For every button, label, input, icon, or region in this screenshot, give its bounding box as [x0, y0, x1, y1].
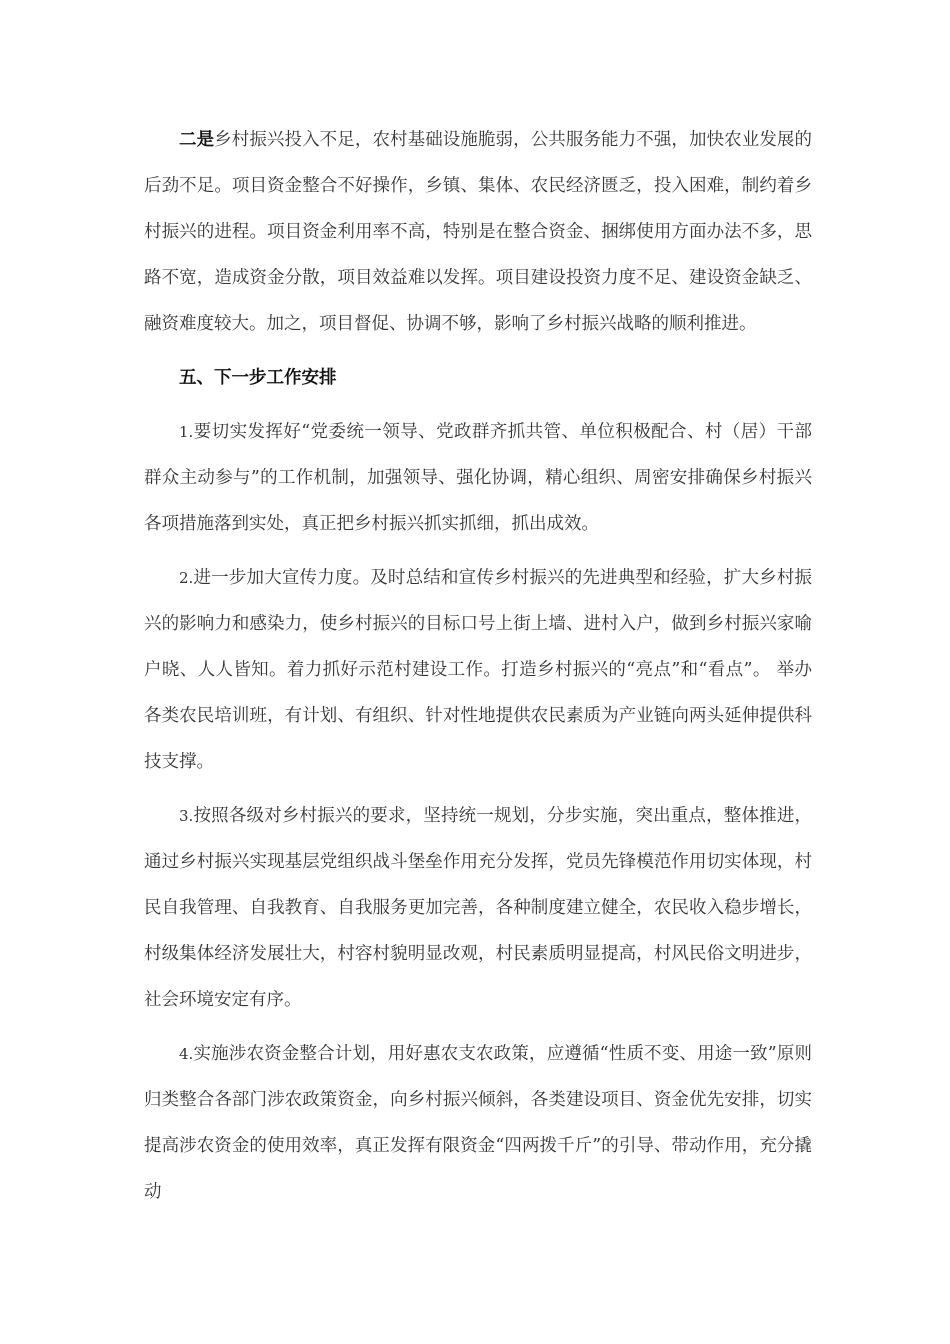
- list-item-4: [144, 1031, 812, 1215]
- section-heading: 五、下一步工作安排: [179, 368, 337, 388]
- item-number: 2.: [179, 569, 194, 587]
- list-item-2: [144, 555, 812, 785]
- list-item-1: [144, 409, 812, 547]
- item-number: 3.: [179, 807, 194, 825]
- item-number: 4.: [179, 1045, 194, 1063]
- paragraph-lead: 二是: [179, 130, 215, 150]
- item-number: 1.: [179, 423, 194, 441]
- document-page: [144, 117, 812, 1215]
- item-text: 要切实发挥好“党委统一领导、党政群齐抓共管、单位积极配合、村（居）干部群众主动参与”的工作机制，加强领导、强化协调，精心组织、周密安排确保乡村振兴各项措施落到实处，真正把乡村振兴抓实抓细，抓出成效。: [144, 422, 812, 534]
- item-text: 按照各级对乡村振兴的要求，坚持统一规划，分步实施，突出重点，整体推进，通过乡村振兴实现基层党组织战斗堡垒作用充分发挥，党员先锋模范作用切实体现，村民自我管理、自我教育、自我服务更加完善，各种制度建立健全，农民收入稳步增长，村级集体经济发展壮大，村容村貌明显改观，村民素质明显提高，村风民俗文明进步，社会环境安定有序。: [144, 806, 812, 1010]
- list-item-3: [144, 793, 812, 1023]
- item-text: 实施涉农资金整合计划，用好惠农支农政策，应遵循“性质不变、用途一致”原则归类整合各部门涉农政策资金，向乡村振兴倾斜，各类建设项目、资金优先安排，切实提高涉农资金的使用效率，真正发挥有限资金“四两拨千斤”的引导、带动作用，充分撬动: [144, 1044, 812, 1202]
- paragraph-problem-two: [144, 117, 812, 347]
- item-text: 进一步加大宣传力度。及时总结和宣传乡村振兴的先进典型和经验，扩大乡村振兴的影响力和感染力，使乡村振兴的目标口号上街上墙、进村入户，做到乡村振兴家喻户晓、人人皆知。着力抓好示范村建设工作。打造乡村振兴的“亮点”和“看点”。 举办各类农民培训班，有计划、有组织、针对性地提供农民素质为产业链向两头延伸提供科技支撑。: [144, 568, 812, 772]
- paragraph-text: 乡村振兴投入不足，农村基础设施脆弱，公共服务能力不强，加快农业发展的后劲不足。项目资金整合不好操作，乡镇、集体、农民经济匮乏，投入困难，制约着乡村振兴的进程。项目资金利用率不高，特别是在整合资金、捆绑使用方面办法不多，思路不宽，造成资金分散，项目效益难以发挥。项目建设投资力度不足、建设资金缺乏、融资难度较大。加之，项目督促、协调不够，影响了乡村振兴战略的顺利推进。: [144, 130, 812, 334]
